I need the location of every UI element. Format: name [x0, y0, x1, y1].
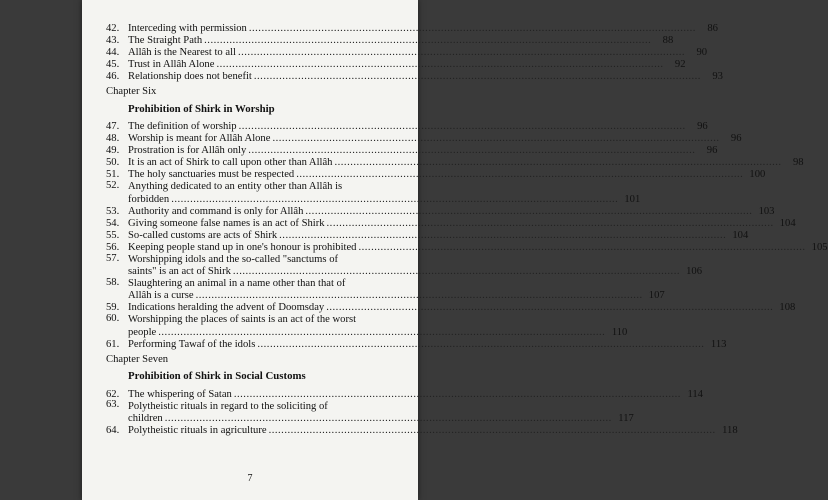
table-of-contents: [106, 22, 828, 437]
toc-entry-number: 62.: [106, 388, 120, 400]
toc-group-chapter-seven: [106, 388, 738, 437]
toc-entry-title: Trust in Allâh Alone: [128, 58, 215, 70]
toc-entry-number: 61.: [106, 338, 120, 350]
dot-leader: [233, 267, 680, 278]
toc-group-chapter-five: [106, 22, 723, 82]
dot-leader: [216, 60, 663, 71]
toc-entry: [106, 70, 723, 82]
toc-entry-number: 55.: [106, 229, 120, 241]
toc-entry-page: 110: [611, 326, 628, 338]
toc-entry-title: Performing Tawaf of the idols: [128, 338, 256, 350]
chapter-six-title: Prohibition of Shirk in Worship: [128, 102, 275, 115]
toc-entry: [106, 205, 775, 217]
toc-entry-page: 118: [722, 425, 738, 437]
toc-entry-number: 45.: [106, 58, 120, 70]
toc-entry-number: 46.: [106, 70, 120, 82]
toc-entry-number: 54.: [106, 217, 120, 229]
toc-entry-title: It is an act of Shirk to call upon other than Allâh: [128, 157, 333, 169]
toc-entry-number: 58.: [106, 276, 120, 288]
toc-entry: [106, 133, 742, 145]
chapter-seven-label: Chapter Seven: [106, 353, 169, 365]
toc-entry: [106, 302, 796, 314]
dot-leader: [279, 231, 726, 242]
dot-leader: [358, 243, 805, 254]
toc-entry-page: 106: [686, 266, 702, 278]
toc-entry-number: 57.: [106, 252, 120, 264]
dot-leader: [272, 134, 719, 145]
toc-entry-page: 104: [732, 229, 749, 241]
toc-entry-page: 90: [696, 46, 708, 58]
dot-leader: [305, 207, 752, 218]
toc-entry: [106, 145, 718, 157]
toc-entry-title: Anything dedicated to an entity other than Allâh is: [128, 181, 343, 193]
dot-leader: [327, 219, 774, 230]
toc-entry-page: 113: [710, 338, 727, 350]
toc-entry-page: 101: [624, 193, 641, 205]
toc-entry-title: Polytheistic rituals in regard to the soliciting of: [128, 400, 328, 412]
toc-entry-number: 53.: [106, 205, 120, 217]
toc-entry: [106, 46, 708, 58]
toc-entry-number: 56.: [106, 241, 120, 253]
dot-leader: [238, 48, 685, 59]
toc-entry-number: 51.: [106, 169, 120, 181]
dot-leader: [165, 414, 612, 425]
toc-entry-title: The whispering of Satan: [128, 388, 232, 400]
dot-leader: [196, 291, 643, 302]
toc-entry-title: Giving someone false names is an act of Shirk: [128, 217, 325, 229]
toc-entry: [106, 338, 727, 350]
toc-entry-page: 92: [674, 58, 686, 70]
toc-group-chapter-six: [106, 120, 828, 350]
toc-entry: [106, 58, 686, 70]
toc-entry-title: people: [128, 326, 157, 338]
toc-entry-title: The holy sanctuaries must be respected: [128, 169, 295, 181]
toc-entry: [106, 22, 718, 34]
toc-entry-title: The definition of worship: [128, 120, 237, 132]
dot-leader: [248, 146, 695, 157]
toc-entry-page: 88: [662, 34, 674, 46]
dot-leader: [254, 72, 701, 83]
toc-entry: [106, 388, 703, 400]
toc-entry-page: 98: [792, 157, 804, 169]
dot-leader: [158, 328, 605, 339]
toc-entry: [106, 157, 804, 169]
dot-leader: [296, 170, 743, 181]
dot-leader: [257, 340, 704, 351]
toc-entry-page: 96: [697, 120, 708, 132]
dot-leader: [171, 195, 618, 206]
toc-entry-title: Indications heralding the advent of Doomsday: [128, 302, 325, 314]
toc-entry: [106, 425, 738, 437]
toc-entry-number: 64.: [106, 425, 120, 437]
toc-entry-page: 93: [712, 70, 723, 82]
toc-entry-title: Allâh is the Nearest to all: [128, 46, 236, 58]
toc-entry-page: 104: [779, 217, 796, 229]
toc-entry-title: So-called customs are acts of Shirk: [128, 229, 278, 241]
toc-entry-page: 96: [706, 145, 718, 157]
toc-entry-page: 105: [811, 241, 828, 253]
toc-entry-title: Slaughtering an animal in a name other than that of: [128, 278, 346, 290]
toc-entry-page: 103: [758, 205, 775, 217]
toc-entry-number: 52.: [106, 179, 120, 191]
toc-entry-title: Worship is meant for Allâh Alone: [128, 133, 271, 145]
dot-leader: [239, 122, 686, 133]
book-page: [82, 0, 828, 500]
toc-entry-title: Authority and command is only for Allâh: [128, 205, 304, 217]
toc-entry-title: forbidden: [128, 193, 170, 205]
toc-entry-number: 59.: [106, 302, 120, 314]
toc-entry-title: Interceding with permission: [128, 22, 247, 34]
toc-entry-number: 47.: [106, 120, 120, 132]
chapter-seven-title: Prohibition of Shirk in Social Customs: [128, 370, 306, 383]
toc-entry-title: Worshipping the places of saints is an act of the worst: [128, 314, 357, 326]
toc-entry-page: 108: [779, 302, 796, 314]
toc-entry: [106, 252, 702, 278]
toc-entry-title: Relationship does not benefit: [128, 70, 252, 82]
toc-entry-title: children: [128, 412, 163, 424]
dot-leader: [234, 390, 681, 401]
toc-entry: [106, 276, 665, 302]
toc-entry-title: Polytheistic rituals in agriculture: [128, 425, 267, 437]
toc-entry-number: 43.: [106, 34, 120, 46]
toc-entry-title: The Straight Path: [128, 34, 203, 46]
dot-leader: [249, 24, 696, 35]
toc-entry: [106, 399, 634, 424]
toc-entry-page: 100: [749, 169, 766, 181]
toc-entry-title: Allâh is a curse: [128, 290, 194, 302]
dot-leader: [326, 303, 773, 314]
toc-entry-title: Prostration is for Allâh only: [128, 145, 247, 157]
toc-entry-number: 42.: [106, 22, 120, 34]
toc-entry-page: 114: [687, 388, 703, 400]
toc-entry: [106, 179, 641, 205]
toc-entry-page: 107: [648, 290, 665, 302]
toc-entry-title: Keeping people stand up in one's honour is prohibited: [128, 241, 357, 253]
toc-entry-title: Worshipping idols and the so-called "sanctums of: [128, 254, 339, 265]
toc-entry: [106, 34, 674, 46]
page-number: 7: [247, 473, 253, 484]
toc-entry-number: 49.: [106, 145, 120, 157]
toc-entry: [106, 312, 628, 338]
toc-entry: [106, 169, 766, 181]
chapter-six-label: Chapter Six: [106, 85, 157, 97]
toc-entry-number: 44.: [106, 46, 120, 58]
toc-entry-number: 48.: [106, 133, 120, 145]
toc-entry: [106, 229, 749, 241]
toc-entry-number: 63.: [106, 399, 120, 411]
toc-entry: [106, 217, 796, 229]
toc-entry-title: saints" is an act of Shirk: [128, 266, 231, 278]
dot-leader: [334, 158, 781, 169]
toc-entry-page: 96: [730, 133, 742, 145]
toc-entry: [106, 241, 828, 253]
toc-entry: [106, 120, 708, 132]
toc-entry-page: 86: [707, 22, 718, 34]
toc-entry-page: 117: [618, 412, 634, 424]
dot-leader: [204, 36, 651, 47]
toc-entry-number: 50.: [106, 157, 120, 169]
toc-entry-number: 60.: [106, 312, 120, 324]
dot-leader: [269, 426, 716, 437]
